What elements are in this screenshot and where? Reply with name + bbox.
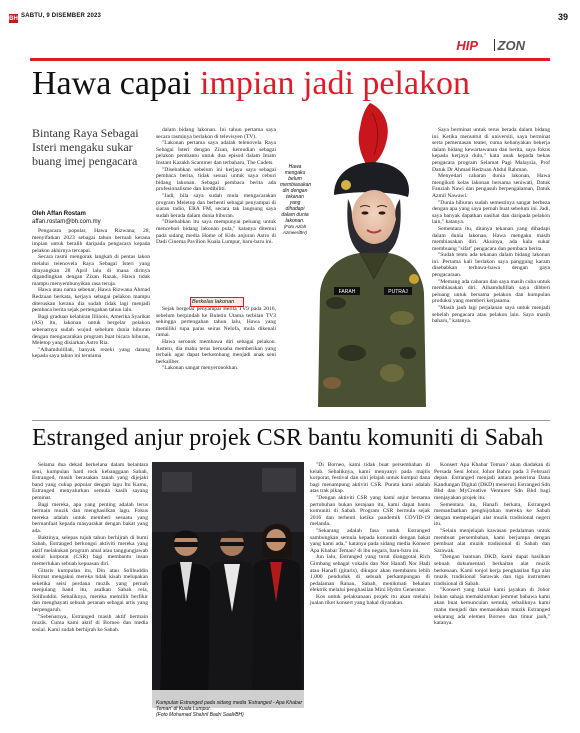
paragraph: "Sudah tentu ada tekanan dalam bidang lakonan ini. Pertama kali berlakon saya panggung karam disebabkan terbawa-bawa dengan gaya pengacaraan. bbox=[432, 252, 550, 279]
article1-column-4 bbox=[432, 127, 550, 325]
paragraph: Pengacara popular, Hawa Rizwana, 28, menyifatkan 2023 sebagai tahun bertuah kerana impian untuk beralih daripada pengacara kepada pelakon akhirnya tercapai. bbox=[32, 228, 150, 254]
caption-text: Hawa mengaku belum membiasakan diri dengan tekanan yang dihadapi dalam dunia lakonan. bbox=[280, 164, 312, 224]
paragraph: Bagi mereka, apa yang penting adalah terus bermain muzik dan menghasilkan lagu. Fokus mereka adalah untuk memberi sesuatu yang bermanfaat kepada masyarakat dengan bakat yang ada. bbox=[32, 501, 148, 534]
article2-column-4 bbox=[434, 462, 550, 627]
paragraph: "Sekarang adalah fasa untuk Estranged sambungkan semula kepada komuniti dengan bakat yang kami ada," katanya pada sidang media Konsert Apa Khabar Teman? di ibu negara, baru-baru ini. bbox=[310, 527, 430, 554]
article2-column-3 bbox=[310, 462, 430, 607]
page-header bbox=[0, 0, 580, 52]
paragraph: "Masih jauh lagi perjalanan saya untuk menjadi sebelah pengacara atau pelakon lain. Saya masih baharu," katanya. bbox=[432, 305, 550, 325]
byline-name: Oleh Affan Rostam bbox=[32, 211, 86, 217]
paragraph: Baktinya, selepas tujuh tahun berhijrah di bumi Sabah, Estranged berkongsi aktiviti mereka yang aktif melakukan program amal atau tanggungjawab sosial korporat (CSR) bagi membantu insan memerlukan sebuah kepuasan diri. bbox=[32, 534, 148, 567]
paragraph: "Konsert yang bakal kami jayakan di Johor bukan sahaja memaklumkan jemmut bahawa kami akan buat kemunculan semula, sebaliknya kami mahu menjadi dan memasukkan muzik Estranged sekarang ada elemen Borneo dan timur jauh," katanya. bbox=[434, 587, 550, 627]
article1-column-1 bbox=[32, 228, 150, 360]
paragraph: "Di Borneo, kami tidak buat persembahan di kelab. Sebaliknya, kami menyanyi pada majlis korporat, festival dan sini jelajah untuk kumpul dana bagi menampung aktiviti CSR. Purata kami adalah atas trak pikap. bbox=[310, 462, 430, 495]
paragraph: Menyedari cabaran dunia lakonan, Hawa mengikuti kelas lakonan bersama seniwati, Datuk Fauziah Nawi dan pengasuh berpengalaman, Datuk Azmil Nawawi. bbox=[432, 173, 550, 199]
page-number: 39 bbox=[557, 12, 568, 22]
paragraph: Konsert Apa Khabar Teman? akan diadakan di Persada Seni Johor, Johor Bahru pada 3 Februari depan. Estranged menjadi antara penerima Dana Kandungan Digital (DKD) menerusi Estranged Sdn Bhd dan MyCreative Ventures Sdn Bhd bagi menjayakan projek itu. bbox=[434, 462, 550, 501]
estranged-band-photo bbox=[152, 462, 304, 708]
paragraph: "Dengan bantuan DKD, kami dapat hasilkan sebuah dokumentari berkaitan alat muzik berkenaan. Kami tonjol kerja penghasilan figa alat muzik tradisional Sarawak dan tiga instrumen tradisional di Sabah. bbox=[434, 554, 550, 587]
paragraph: dalam bidang lakonan. Ini tahun pertama saya secara rasminya berlakon di televisyen (TV). bbox=[156, 127, 276, 140]
article1-headline bbox=[32, 64, 470, 104]
paragraph: Sejak bergelar penyampai Berita TV9 pada 2016, sebelum berpindah ke Buletin Utama terbitan TV3 sehingga pertengahan tahun lalu, Hawa yang memiliki rupa paras seiras Nelofa, mula dikenali ramai. bbox=[156, 306, 276, 339]
section-label: HIP bbox=[456, 38, 478, 53]
paragraph: "Sebenarnya, Estranged masih aktif bermain muzik. Cuma kami aktif di Borneo dan media sosial. Kami sudah berhijrah ke Sabah. bbox=[32, 613, 148, 633]
bh-logo: BH bbox=[9, 15, 18, 22]
paragraph: "Disebabkan itu saya mempunyai peluang untuk menceburi bidang lakonan pula," katanya ditemui pada sidang media Home of Kids anjuran Astro di Dadi Cinema Pavilion Kuala Lumpur, baru-baru ini. bbox=[156, 219, 276, 246]
paragraph: Saya berminat untuk terus berada dalam bidang ini. Ketika menuntut di universiti, saya berminat serta pementasan teater, cuma kebanyakan bekerja dalam bidang kewartawanan dan berita, saya fokus kepada kerjaya dulu," kata anak kepada bekas pengacara program Selamat Pagi Malaysia, Prof Datuk Dr Ahmad Redzuan Abdul Rahman. bbox=[432, 127, 550, 173]
article1-subhead: Berkelas lakonan bbox=[190, 297, 244, 307]
caption-text: Kumpulan Estranged pada sidang media 'Estranged - Apa Khabar Teman' di Kuala Lumpur. bbox=[156, 700, 303, 712]
article1-column-2 bbox=[156, 127, 276, 246]
headline-part-2: impian jadi pelakon bbox=[200, 65, 471, 102]
svg-text:FARAH: FARAH bbox=[338, 289, 356, 295]
header-rule bbox=[30, 58, 550, 61]
photo-caption bbox=[280, 164, 310, 236]
paragraph: Gitaris kumpulan itu, Din atau Solihuddin Hormat mengakui mereka tidak kisah melupakan seketika seisi perdana muzik yang pernah menjulang band itu, asalkan Sabah rela, Solihuddin. Sebaliknya, mereka memilih berfikir dan menghayati sebuah peranan sebagai artis yang berpengaruh. bbox=[32, 567, 148, 614]
byline-email: affan.rostam@bh.com.my bbox=[32, 219, 101, 225]
article1-deck: Bintang Raya Sebagai Isteri mengaku sukar buang imej pengacara bbox=[32, 126, 139, 168]
band-photo-caption bbox=[156, 700, 304, 718]
paragraph: Selama dua dekad berkelana dalam belantara seni, kumpulan hard rock kebanggaan Sabah, Estranged, masih berasakan tanah yang dijejaki band yang cukup popular dengan lagu Itu Kamu, Estranged menyalurkan semula kasih sayang peminat. bbox=[32, 462, 148, 501]
photo-credit: (Foto Mohamad Shahril Badri Saali/BH) bbox=[156, 712, 244, 718]
section-divider bbox=[494, 39, 495, 51]
paragraph: Secara rasmi mengorak langkah di pentas lakon melalui telenovela Raya Sebagai Isteri yang ditayangkan 28 April lalu di mana dirinya digandingkan dengan Zizan Razak, Hawa tidak mampu menyembunyikan rasa teruja. bbox=[32, 254, 150, 287]
paragraph: "Memang ada cabaran dan saya masih cuba untuk membiasakan diri. Alhamdulillah saya dibberi peluang untuk bersama pelakon dan kumpulan produksi yang memberi kerjasama. bbox=[432, 278, 550, 305]
paragraph: Jun lalu, Estranged yang turut dianggotai Rich Gimbang sebagai vokalis dan Nor Hanafi Nor Hadi atau Hanafi (gitaris), dikupor akan membantu lebih 1,000 penduduk di sebuah perkampungan di pedalaman Ranau, Sabah, menikmati bekalan elektrik melalui penghasilan Mini Hydro Generator. bbox=[310, 554, 430, 594]
byline bbox=[32, 210, 150, 226]
svg-text:PUTRAJ: PUTRAJ bbox=[388, 289, 408, 295]
hawa-portrait-photo bbox=[312, 103, 428, 407]
paragraph: "Dengan aktiviti CSR yang kami anjur bersama pertubuhan bukan kerajaan itu, kami dapat bantu komuniti di Sabah. Program CSR bermula sejak 2016 dan terhenti ketika pandemik COVID-19 melanda. bbox=[310, 494, 430, 528]
paragraph: "Jadi, bila saya sudah mula mengacarakan program Meletop dan berhenti sebagai penyampai di siaran radio, ERA FM, secara tak langsung saya sudah berada dalam dunia hiburan. bbox=[156, 192, 276, 219]
article2-headline: Estranged anjur projek CSR bantu komuniti di Sabah bbox=[32, 425, 544, 451]
paragraph: "Disebabkan sebelum ini kerjaya saya sebagai pembaca berita, tidak sesuai untuk saya ceburi bidang lakonan. Sebagai pembaca berita ada profesionalisme dan kredibiliti. bbox=[156, 166, 276, 193]
paragraph: "Alhamdulillah, banyak rezeki yang datang kepada saya tahun ini terutama bbox=[32, 346, 150, 360]
paragraph: "Lakonan sangat menyeronokkan. bbox=[162, 365, 239, 372]
paragraph: Hawa atau nama sebenar, Hawa Rizwana Ahmad Redzuan berkata, kerjaya sebagai pelakon mampu diteruskan kerana dia sudah tidak lagi menjadi pembaca berita sejak pertengahan tahun lalu. bbox=[32, 287, 150, 314]
paragraph: Hawa seronok membawa diri sebagai pelakon. Justeru, dia mahu terus berusaha memberikan yang terbaik agar dapat berkembang menjadi anak seni berkaliber. bbox=[156, 338, 276, 365]
article1-column-2b bbox=[156, 306, 276, 372]
paragraph: Kos untuk pelaksanaan projek itu akan melalui jualan tiket konsert yang bakal diyarakan. bbox=[310, 593, 430, 607]
paragraph: "Selain menjelajah kawasan pedalaman untuk membuat persembahan, kami berjumpa dengan pembuat alat muzik tradisional di Sabah dan Sarawak. bbox=[434, 527, 550, 554]
paragraph: Bagi graduan kelahiran Illinois, Amerika Syarikat (AS) itu, lakonan untuk bergelar pelakon sebenarnya sudah wujud sebelum dunia hiburan dengan mengacarakan program buat bicara hiburan, Meletop yang disiarkan Astro Ria. bbox=[32, 313, 150, 347]
issue-date: SABTU, 9 DISEMBER 2023 bbox=[21, 13, 102, 19]
paragraph: Sementara itu, Hanafi berkata, Estranged memanfaatkan penghijrahan mereka ke Sabah dengan mempelajari alat muzik tradisional negeri itu. bbox=[434, 501, 550, 528]
paragraph: Sementara itu, ditanya tekanan yang dihadapi dalam dunia lakonan, Hawa mengaku masih membiasakan diri. Akuinya, ada kala sukar membuang "sifat" pengacara dan pembaca berita. bbox=[432, 225, 550, 252]
photo-credit: (Foto Azlah Azmeer/BH) bbox=[283, 224, 307, 235]
headline-part-1: Hawa capai bbox=[32, 65, 192, 102]
article-divider bbox=[32, 420, 550, 421]
paragraph: "Dunia hiburan sudah semestinya sangat berbeza dengan apa yang saya pernah buat sebelum ini. Jadi, saya banyak dapatkan nasihat dan daripada pelakon lain," katanya. bbox=[432, 199, 550, 226]
subsection-label: ZON bbox=[497, 38, 525, 53]
article2-column-1 bbox=[32, 462, 148, 633]
paragraph: "Lakonan pertama saya adalah telenovela Raya Sebagai Isteri dengan Zizan, kemudian sebagai pelakon pembantu untuk dua episod dalam Imam Instant Kazakh Scammer dan terbaharu, The Cadets. bbox=[156, 140, 276, 166]
